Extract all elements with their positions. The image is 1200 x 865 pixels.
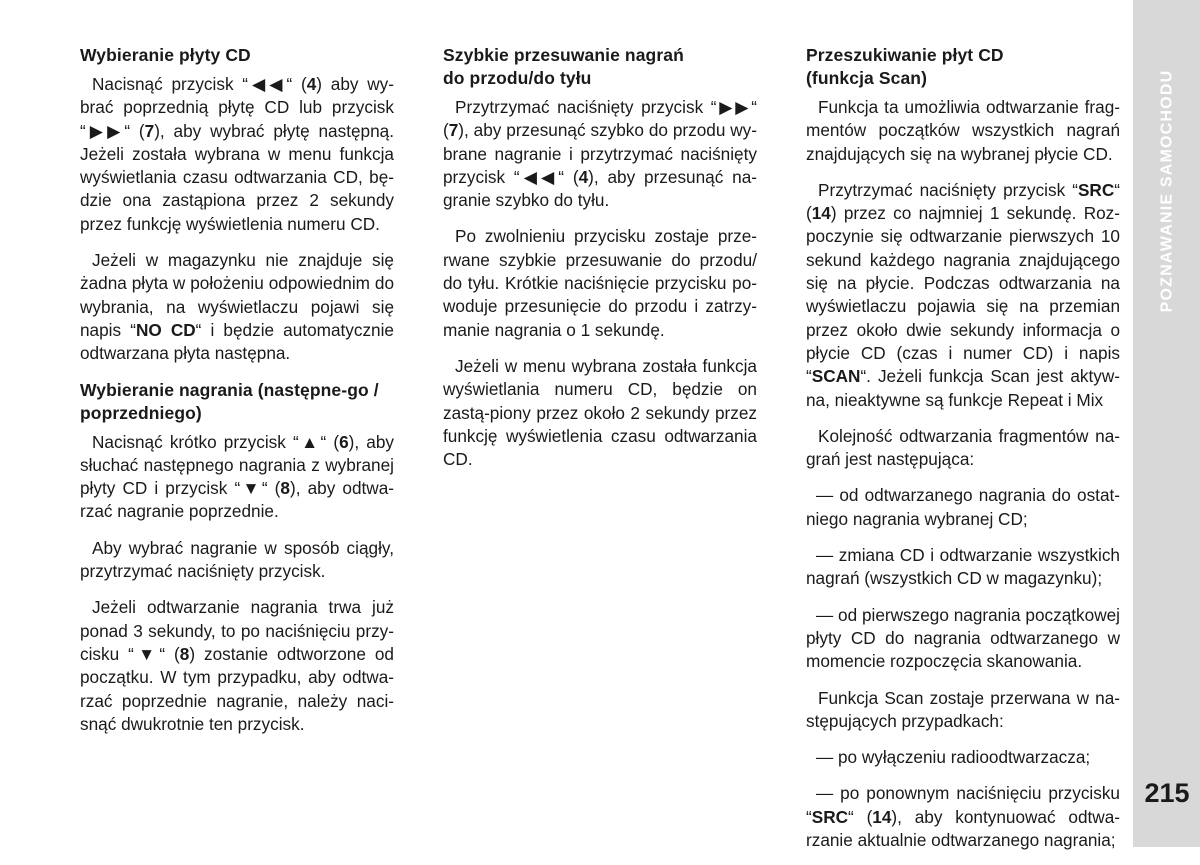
fast-forward-symbol: ▶▶ (716, 97, 752, 117)
heading-wybieranie-nagrania: Wybieranie nagrania (następne-go / poprzedniego) (80, 379, 379, 423)
text-column-1 (80, 44, 394, 749)
heading-szybkie-przesuwanie: Szybkie przesuwanie nagrań do przodu/do tyłu (443, 45, 684, 88)
list-item: — od pierwszego nagrania początkowej płyty CD do nagrania odtwarzanego w momencie rozpoczęcia skanowania. (806, 604, 1120, 672)
text-column-2 (443, 44, 757, 484)
page-number: 215 (1144, 778, 1190, 808)
list-item: — po wyłączeniu radioodtwarzacza; (816, 747, 1091, 768)
paragraph: Funkcja Scan zostaje przerwana w na-stępujących przypadkach: (806, 687, 1120, 731)
heading-wybieranie-plyty: Wybieranie płyty CD (80, 45, 251, 65)
paragraph: Przytrzymać naciśnięty przycisk “SRC“ (14) przez co najmniej 1 sekundę. Roz-poczynie się odtwarzanie pierwszych 10 sekund każdego nagrania znajdującego się na płycie. Podczas odtwarzania na wyświetlaczu pojawia się na przemian przez około dwie sekundy informacja o płycie CD (czas i numer CD) i napis “SCAN“. Jeżeli funkcja Scan jest aktyw-na, nieaktywne są funkcje Repeat i Mix (806, 179, 1120, 410)
fast-forward-symbol: ▶▶ (85, 120, 125, 141)
paragraph: Nacisnąć przycisk “◀◀“ (4) aby wy-brać poprzednią płytę CD lub przycisk “▶▶“ (7), aby wybrać płytę następną. Jeżeli została wybrana w menu funkcja wyświetlania czasu odtwarzania CD, bę-dzie ona zastąpiona przez 2 sekundy przez funkcję wyświetlenia numeru CD. (80, 74, 394, 234)
paragraph: Funkcja ta umożliwia odtwarzanie frag-mentów początków wszystkich nagrań znajdujących się na wybranej płycie CD. (806, 97, 1120, 164)
down-arrow-symbol: ▼ (133, 643, 160, 664)
paragraph: Jeżeli w magazynku nie znajduje się żadna płyta w położeniu odpowiednim do wybrania, na wyświetlaczu pojawi się napis “NO CD“ i będzie automatycznie odtwarzana płyta następna. (80, 250, 394, 364)
text-column-3 (806, 44, 1120, 865)
list-item: — zmiana CD i odtwarzanie wszystkich nagrań (wszystkich CD w magazynku); (806, 545, 1120, 589)
rewind-symbol: ◀◀ (248, 74, 287, 94)
rewind-symbol: ◀◀ (519, 166, 559, 187)
paragraph: Przytrzymać naciśnięty przycisk “▶▶“ (7), aby przesunąć szybko do przodu wy-brane nagranie i przytrzymać naciśnięty przycisk “◀◀“ (4), aby przesunąć na-granie szybko do tyłu. (443, 97, 757, 211)
section-title-vertical: POZNAWANIE SAMOCHODU (1158, 69, 1176, 313)
paragraph: Jeżeli odtwarzanie nagrania trwa już ponad 3 sekundy, to po naciśnięciu przy-cisku “▼“ (8) zostanie odtworzone od początku. W tym przypadku, aby odtwa-rzać poprzednie nagranie, należy naci-snąć dwukrotnie ten przycisk. (80, 597, 394, 734)
paragraph: Aby wybrać nagranie w sposób ciągły, przytrzymać naciśnięty przycisk. (80, 537, 394, 582)
paragraph: Nacisnąć krótko przycisk “▲“ (6), aby słuchać następnego nagrania z wybranej płyty CD i przycisk “▼“ (8), aby odtwa-rzać nagranie poprzednie. (80, 431, 394, 522)
paragraph: Po zwolnieniu przycisku zostaje prze-rwane szybkie przesuwanie do przodu/ do tyłu. Krótkie naciśnięcie przycisku po-woduje przesunięcie do przodu i zatrzy-manie nagrania o 1 sekundę. (443, 226, 757, 340)
list-item: — po ponownym naciśnięciu przycisku “SRC“ (14), aby kontynuować odtwa-rzanie aktualnie odtwarzanego nagrania; (806, 783, 1120, 851)
heading-przeszukiwanie: Przeszukiwanie płyt CD (funkcja Scan) (806, 45, 1004, 88)
paragraph: Jeżeli w menu wybrana została funkcja wyświetlania numeru CD, będzie on zastą-piony przez około 2 sekundy przez funkcję wyświetlenia czasu odtwarzania CD. (443, 355, 757, 470)
list-item: — od odtwarzanego nagrania do ostat-niego nagrania wybranej CD; (806, 485, 1120, 529)
paragraph: Kolejność odtwarzania fragmentów na-grań jest następująca: (806, 425, 1120, 470)
up-arrow-symbol: ▲ (298, 431, 321, 452)
down-arrow-symbol: ▼ (240, 478, 262, 499)
